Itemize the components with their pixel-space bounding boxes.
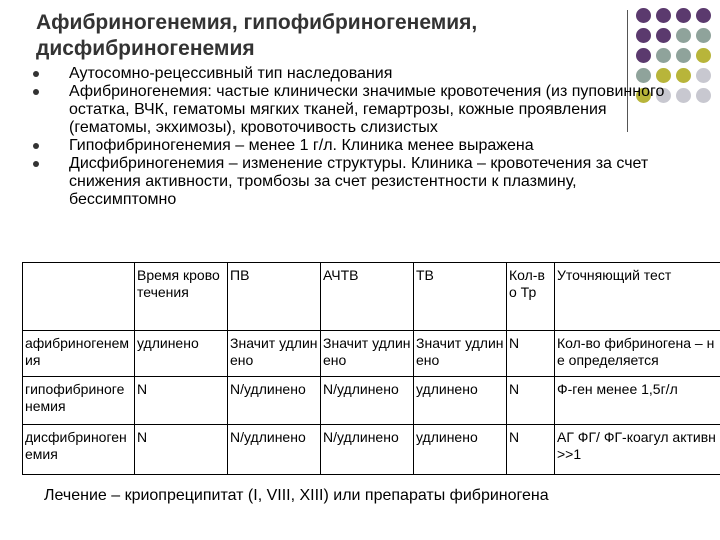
decorative-dot: [696, 48, 711, 63]
table-row: [23, 377, 720, 425]
table-cell: N/удлинено: [228, 377, 321, 425]
table-header-cell: ТВ: [414, 263, 507, 331]
bullet-dot-icon: [33, 143, 39, 149]
table-cell: N: [507, 377, 555, 425]
decorative-dot: [636, 8, 651, 23]
bullet-item: [30, 155, 670, 209]
bullet-text: Дисфибриногенемия – изменение структуры. Клиника – кровотечения за счет снижения активности, тромбозы за счет резистентности к плазмину, бессимптомно: [69, 155, 649, 208]
bullet-text: Афибриногенемия: частые клинически значимые кровотечения (из пуповинного остатка, ВЧК, гематомы мягких тканей, гемартрозы, кожные проявления (гематомы, экхимозы), кровоточивость слизистых: [69, 83, 665, 136]
table-cell: АГ ФГ/ ФГ-коагул активн>>1: [555, 425, 720, 475]
decorative-dot: [696, 28, 711, 43]
table-cell: N: [135, 377, 228, 425]
table-cell: удлинено: [414, 377, 507, 425]
decorative-dot: [676, 88, 691, 103]
table-cell: гипофибриногенемия: [23, 377, 135, 425]
bullet-dot-icon: [33, 161, 39, 167]
decorative-dot: [636, 48, 651, 63]
table-cell: афибриногенемия: [23, 331, 135, 377]
decorative-dot: [656, 48, 671, 63]
table-header-cell: [23, 263, 135, 331]
decorative-dot: [696, 8, 711, 23]
table-cell: Значит удлинено: [228, 331, 321, 377]
decorative-dot: [676, 28, 691, 43]
table-cell: Кол-во фибриногена – не определяется: [555, 331, 720, 377]
decorative-dot: [636, 28, 651, 43]
table-row: [23, 331, 720, 377]
decorative-dot: [696, 88, 711, 103]
table-cell: N/удлинено: [228, 425, 321, 475]
table-cell: N: [507, 331, 555, 377]
table-header-cell: Время кровотечения: [135, 263, 228, 331]
bullet-item: [30, 137, 670, 155]
table-cell: дисфибриногенемия: [23, 425, 135, 475]
table-cell: Значит удлинено: [414, 331, 507, 377]
treatment-note: Лечение – криопреципитат (I, VIII, XIII) или препараты фибриногена: [44, 487, 549, 504]
table-header-cell: АЧТВ: [321, 263, 414, 331]
bullet-list: [30, 65, 670, 209]
slide-title: Афибриногенемия, гипофибриногенемия, дисфибриногенемия: [36, 11, 478, 60]
table-cell: Ф-ген менее 1,5г/л: [555, 377, 720, 425]
diagnostic-table: [22, 262, 720, 475]
decorative-dot: [676, 68, 691, 83]
table-cell: N/удлинено: [321, 425, 414, 475]
table-header-row: [23, 263, 720, 331]
table-cell: удлинено: [135, 331, 228, 377]
decorative-dot: [656, 28, 671, 43]
decorative-dot: [676, 8, 691, 23]
decorative-dot: [696, 68, 711, 83]
table-cell: Значит удлинено: [321, 331, 414, 377]
bullet-dot-icon: [33, 89, 39, 95]
bullet-item: [30, 65, 670, 83]
table-header-cell: Кол-во Тр: [507, 263, 555, 331]
bullet-item: [30, 83, 670, 137]
table-row: [23, 425, 720, 475]
decorative-dot: [656, 8, 671, 23]
bullet-text: Гипофибриногенемия – менее 1 г/л. Клиника менее выражена: [69, 137, 534, 154]
table-cell: N: [507, 425, 555, 475]
table-header-cell: Уточняющий тест: [555, 263, 720, 331]
bullet-text: Аутосомно-рецессивный тип наследования: [69, 65, 393, 82]
table-header-cell: ПВ: [228, 263, 321, 331]
table-cell: удлинено: [414, 425, 507, 475]
bullet-dot-icon: [33, 71, 39, 77]
table-cell: N/удлинено: [321, 377, 414, 425]
table-cell: N: [135, 425, 228, 475]
decorative-dot: [676, 48, 691, 63]
